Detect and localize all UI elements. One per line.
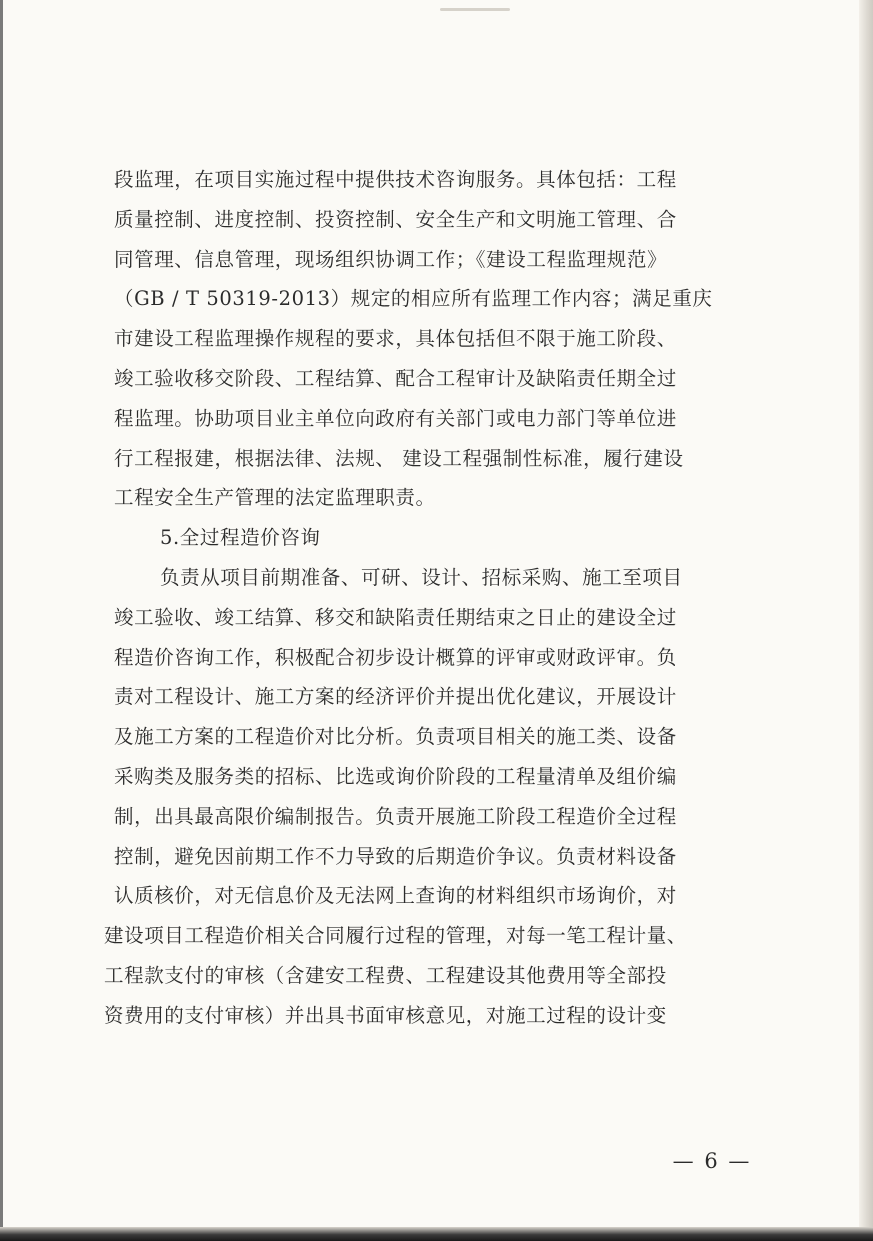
section-heading: 5.全过程造价咨询 (160, 526, 321, 550)
scan-right-edge (859, 0, 873, 1241)
scan-smudge (440, 8, 510, 11)
text-line-9: 工程安全生产管理的法定监理职责。 (114, 486, 436, 510)
scan-left-edge (0, 0, 3, 1241)
text-line-21: 工程款支付的审核（含建安工程费、工程建设其他费用等全部投 (104, 963, 667, 987)
text-line-20: 建设项目工程造价相关合同履行过程的管理，对每一笔工程计量、 (104, 924, 687, 948)
scan-bottom-edge (0, 1227, 873, 1241)
text-line-16: 采购类及服务类的招标、比选或询价阶段的工程量清单及组价编 (114, 764, 677, 788)
text-line-12: 竣工验收、竣工结算、移交和缺陷责任期结束之日止的建设全过 (114, 605, 677, 629)
text-line-5: 市建设工程监理操作规程的要求，具体包括但不限于施工阶段、 (114, 327, 677, 351)
page-number: — 6 — (672, 1149, 752, 1173)
text-line-8: 行工程报建，根据法律、法规、 建设工程强制性标准，履行建设 (114, 446, 684, 470)
text-line-6: 竣工验收移交阶段、工程结算、配合工程审计及缺陷责任期全过 (114, 366, 677, 390)
text-line-19: 认质核价，对无信息价及无法网上查询的材料组织市场询价，对 (114, 884, 677, 908)
text-line-13: 程造价咨询工作，积极配合初步设计概算的评审或财政评审。负 (114, 645, 677, 669)
text-line-2: 质量控制、进度控制、投资控制、安全生产和文明施工管理、合 (114, 207, 677, 231)
text-line-4: （GB / T 50319-2013）规定的相应所有监理工作内容；满足重庆 (114, 287, 713, 311)
text-line-7: 程监理。协助项目业主单位向政府有关部门或电力部门等单位进 (114, 406, 677, 430)
text-line-14: 责对工程设计、施工方案的经济评价并提出优化建议，开展设计 (114, 685, 677, 709)
text-line-15: 及施工方案的工程造价对比分析。负责项目相关的施工类、设备 (114, 725, 677, 749)
text-line-11: 负责从项目前期准备、可研、设计、招标采购、施工至项目 (160, 565, 683, 589)
text-line-22: 资费用的支付审核）并出具书面审核意见，对施工过程的设计变 (104, 1003, 667, 1027)
body-text (104, 160, 768, 1036)
text-line-3: 同管理、信息管理，现场组织协调工作；《建设工程监理规范》 (114, 247, 668, 271)
text-line-1: 段监理，在项目实施过程中提供技术咨询服务。具体包括：工程 (114, 168, 677, 191)
text-line-17: 制，出具最高限价编制报告。负责开展施工阶段工程造价全过程 (114, 804, 677, 828)
text-line-18: 控制，避免因前期工作不力导致的后期造价争议。负责材料设备 (114, 844, 677, 868)
